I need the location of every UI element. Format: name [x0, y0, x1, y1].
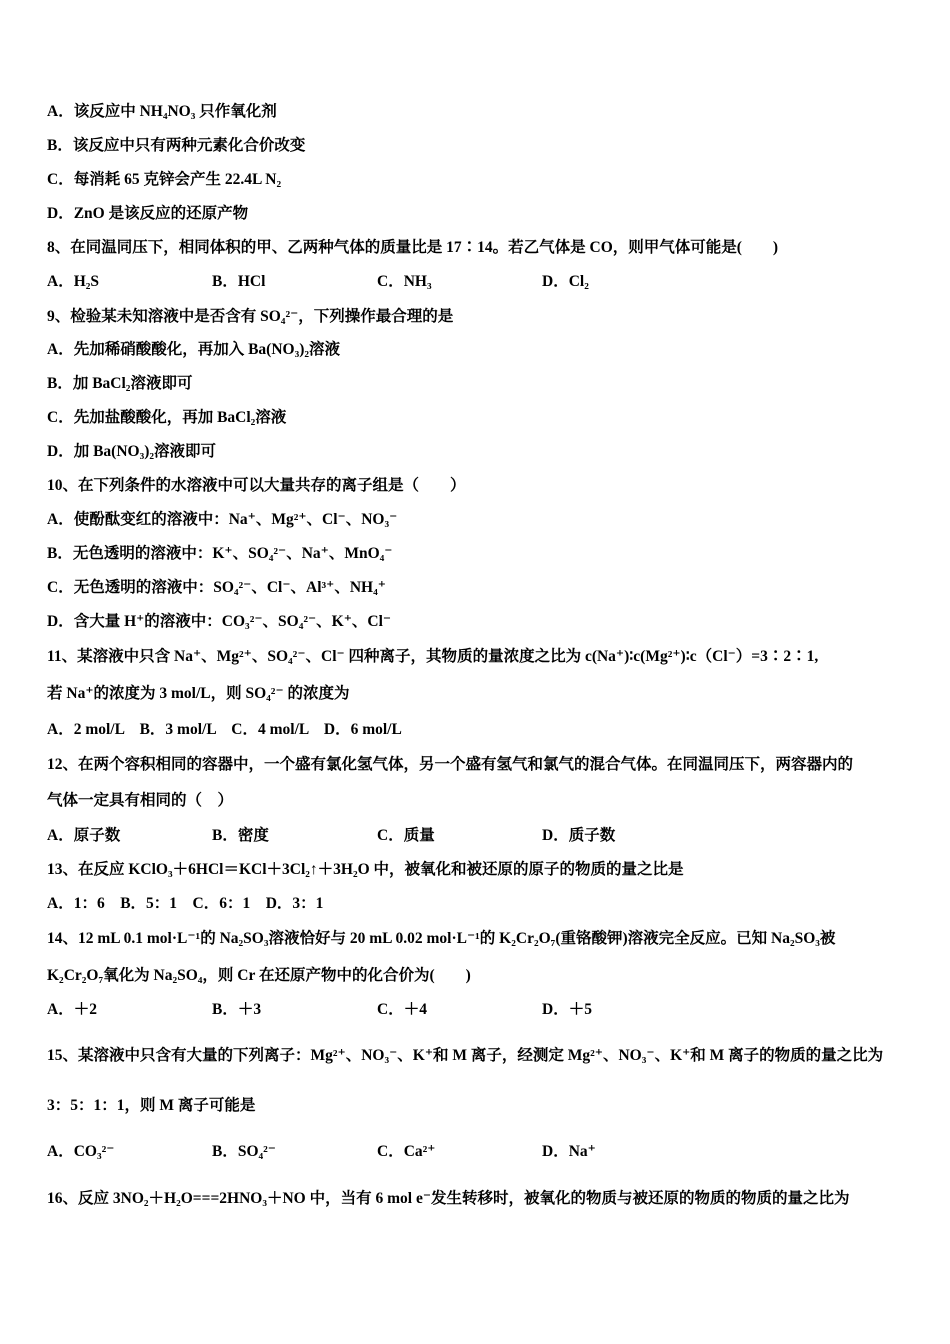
question-text: 8、在同温同压下，相同体积的甲、乙两种气体的质量比是 17∶14。若乙气体是 CO，则甲气体可能是( )	[47, 239, 779, 256]
answer-option: D．＋5	[542, 1001, 592, 1018]
text-line: A．使酚酞变红的溶液中：Na⁺、Mg²⁺、Cl⁻、NO₃⁻	[47, 511, 398, 528]
text-line: B．加 BaCl₂溶液即可	[47, 375, 193, 392]
answer-option: A．CO₃²⁻	[47, 1143, 115, 1160]
answer-option: C．Ca²⁺	[377, 1143, 436, 1160]
text-line: A．1：6 B．5：1 C．6：1 D．3：1	[47, 895, 324, 912]
answer-option: A．原子数	[47, 827, 121, 844]
text-line: A．2 mol/L B．3 mol/L C．4 mol/L D．6 mol/L	[47, 721, 402, 738]
answer-option: A．＋2	[47, 1001, 97, 1018]
answer-option: B．＋3	[212, 1001, 262, 1018]
text-line: B．无色透明的溶液中：K⁺、SO₄²⁻、Na⁺、MnO₄⁻	[47, 545, 393, 562]
text-line: C．先加盐酸酸化，再加 BaCl₂溶液	[47, 409, 287, 426]
text-line: D．含大量 H⁺的溶液中：CO₃²⁻、SO₄²⁻、K⁺、Cl⁻	[47, 613, 392, 630]
text-line: K₂Cr₂O₇氧化为 Na₂SO₄，则 Cr 在还原产物中的化合价为( )	[47, 967, 471, 984]
text-line: C．无色透明的溶液中：SO₄²⁻、Cl⁻、Al³⁺、NH₄⁺	[47, 579, 386, 596]
question-text: 11、某溶液中只含 Na⁺、Mg²⁺、SO₄²⁻、Cl⁻ 四种离子，其物质的量浓度之比为 c(Na⁺)∶c(Mg²⁺)∶c（Cl⁻）=3∶2∶1,	[47, 648, 819, 665]
text-line: A．该反应中 NH₄NO₃ 只作氧化剂	[47, 103, 277, 120]
question-text: 15、某溶液中只含有大量的下列离子：Mg²⁺、NO₃⁻、K⁺和 M 离子，经测定 Mg²⁺、NO₃⁻、K⁺和 M 离子的物质的量之比为	[47, 1047, 884, 1064]
answer-option: B．密度	[212, 827, 269, 844]
question-text: 10、在下列条件的水溶液中可以大量共存的离子组是（ ）	[47, 477, 466, 494]
answer-option: A．H₂S	[47, 273, 100, 290]
question-text: 13、在反应 KClO₃＋6HCl＝KCl＋3Cl₂↑＋3H₂O 中，被氧化和被还原的原子的物质的量之比是	[47, 861, 684, 878]
text-line: 若 Na⁺的浓度为 3 mol/L，则 SO₄²⁻ 的浓度为	[47, 685, 350, 702]
text-line: B．该反应中只有两种元素化合价改变	[47, 137, 306, 154]
answer-option: B．HCl	[212, 273, 266, 290]
text-line: D．ZnO 是该反应的还原产物	[47, 205, 249, 222]
answer-option: C．＋4	[377, 1001, 427, 1018]
answer-option: D．质子数	[542, 827, 616, 844]
answer-option: C．NH₃	[377, 273, 432, 290]
text-line: A．先加稀硝酸酸化，再加入 Ba(NO₃)₂溶液	[47, 341, 341, 358]
text-line: D．加 Ba(NO₃)₂溶液即可	[47, 443, 217, 460]
question-text: 12、在两个容积相同的容器中，一个盛有氯化氢气体，另一个盛有氢气和氯气的混合气体。在同温同压下，两容器内的	[47, 756, 854, 773]
text-line: 3：5：1：1，则 M 离子可能是	[47, 1097, 256, 1114]
answer-option: D．Na⁺	[542, 1143, 596, 1160]
text-line: 气体一定具有相同的（ ）	[47, 792, 234, 809]
question-text: 14、12 mL 0.1 mol·L⁻¹的 Na₂SO₃溶液恰好与 20 mL 0.02 mol·L⁻¹的 K₂Cr₂O₇(重铬酸钾)溶液完全反应。已知 Na₂SO₃被	[47, 930, 836, 947]
text-line: C．每消耗 65 克锌会产生 22.4L N₂	[47, 171, 282, 188]
answer-option: C．质量	[377, 827, 435, 844]
question-text: 16、反应 3NO₂＋H₂O===2HNO₃＋NO 中，当有 6 mol e⁻发生转移时，被氧化的物质与被还原的物质的物质的量之比为	[47, 1190, 850, 1207]
question-text: 9、检验某未知溶液中是否含有 SO₄²⁻，下列操作最合理的是	[47, 308, 454, 325]
answer-option: D．Cl₂	[542, 273, 589, 290]
answer-option: B．SO₄²⁻	[212, 1143, 276, 1160]
